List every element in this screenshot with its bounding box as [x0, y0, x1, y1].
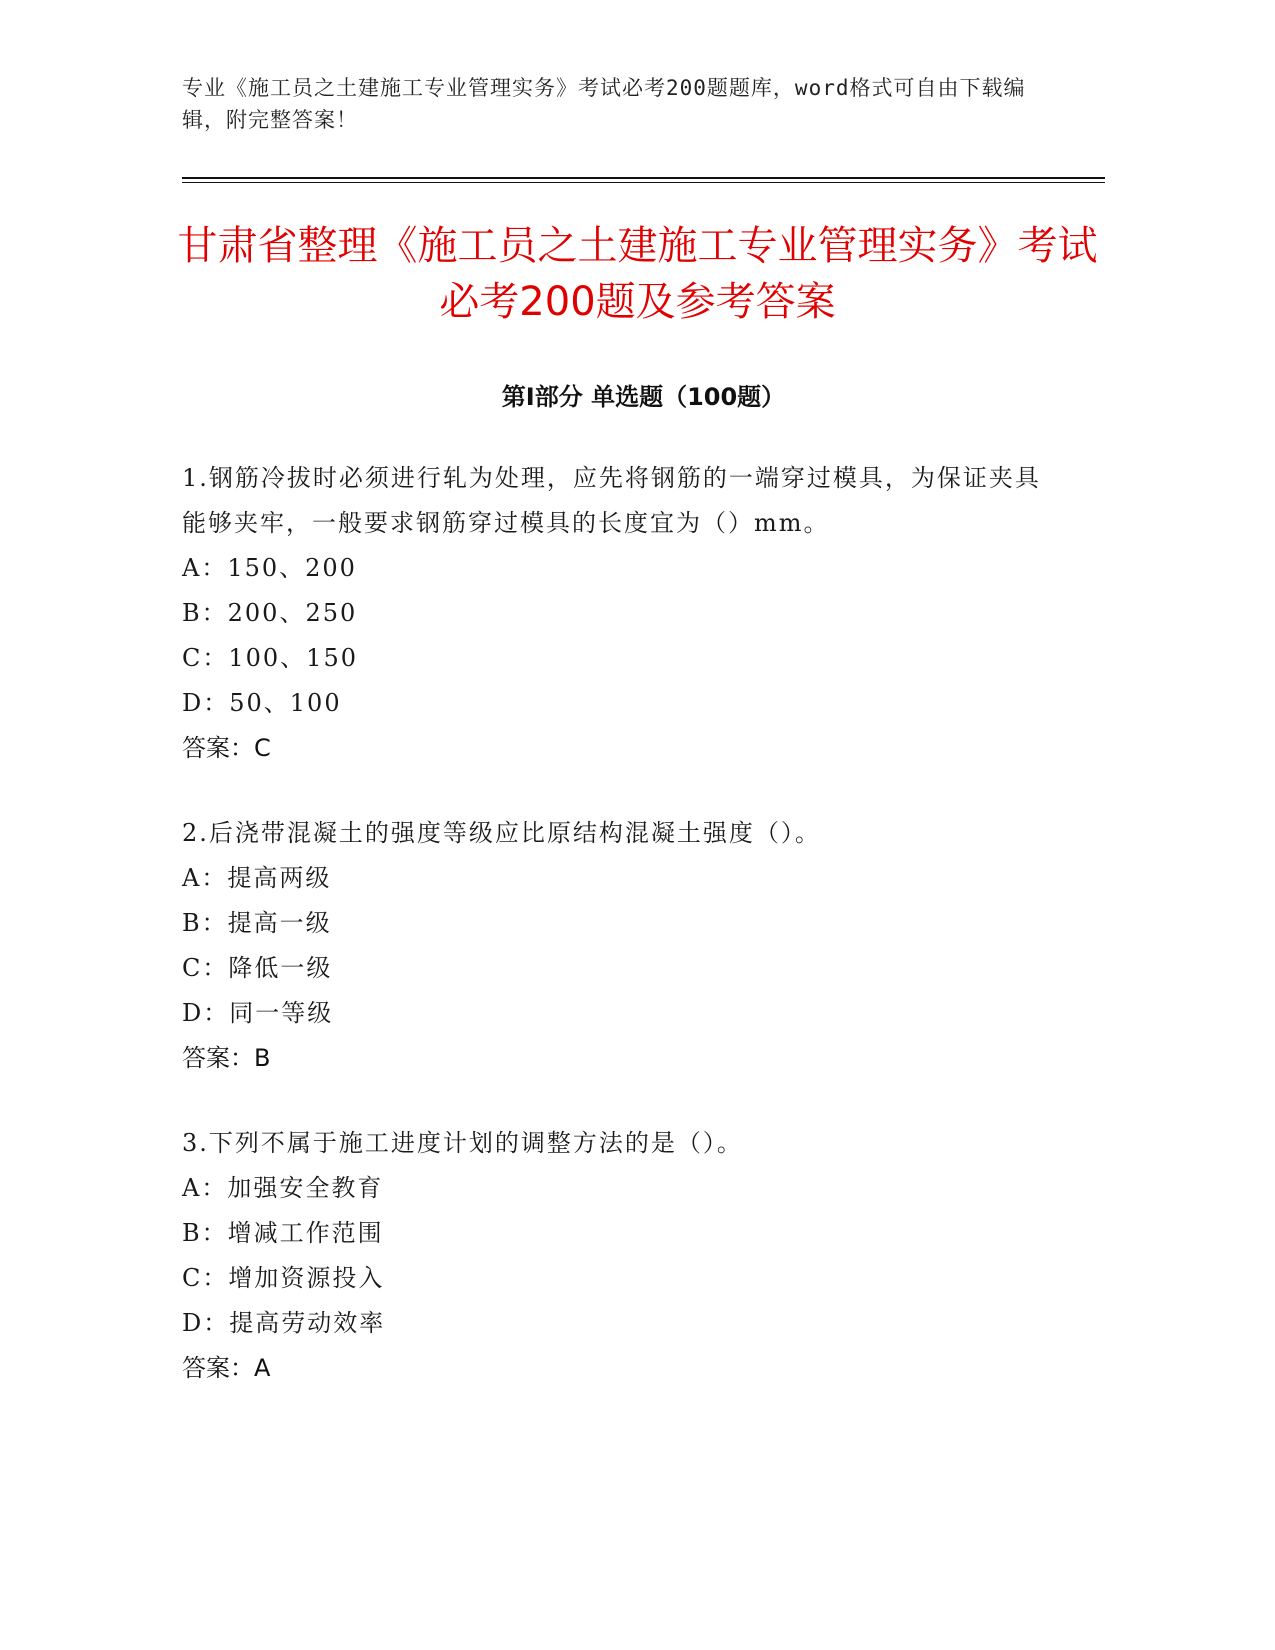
question-1 [182, 456, 1062, 771]
option-a: A：提高两级 [182, 864, 332, 892]
option-b: B：200、250 [182, 599, 358, 627]
section-heading: 第Ⅰ部分 单选题（100题） [501, 383, 786, 411]
option-d: D：同一等级 [182, 999, 334, 1027]
answer-line: 答案：C [182, 734, 271, 762]
question-stem: 2.后浇带混凝土的强度等级应比原结构混凝土强度（）。 [182, 819, 821, 847]
answer-line: 答案：A [182, 1354, 271, 1382]
question-2 [182, 811, 1062, 1081]
option-b: B：提高一级 [182, 909, 332, 937]
header-note: 专业《施工员之土建施工专业管理实务》考试必考200题题库，word格式可自由下载编辑，附完整答案！ [182, 76, 1026, 132]
document-title: 甘肃省整理《施工员之土建施工专业管理实务》考试必考200题及参考答案 [177, 223, 1098, 325]
option-c: C：降低一级 [182, 954, 333, 982]
header-divider-thin [182, 182, 1105, 183]
option-a: A：加强安全教育 [182, 1174, 384, 1202]
question-3 [182, 1121, 1062, 1391]
question-stem: 1.钢筋冷拔时必须进行轧为处理，应先将钢筋的一端穿过模具，为保证夹具能够夹牢，一般要求钢筋穿过模具的长度宜为（）mm。 [182, 464, 1041, 537]
question-list [182, 456, 1062, 1431]
option-d: D：提高劳动效率 [182, 1309, 386, 1337]
option-b: B：增减工作范围 [182, 1219, 384, 1247]
option-c: C：100、150 [182, 644, 358, 672]
option-c: C：增加资源投入 [182, 1264, 385, 1292]
option-a: A：150、200 [182, 554, 357, 582]
question-stem: 3.下列不属于施工进度计划的调整方法的是（）。 [182, 1129, 743, 1157]
header-divider-thick [182, 177, 1105, 179]
option-d: D：50、100 [182, 689, 342, 717]
answer-line: 答案：B [182, 1044, 271, 1072]
